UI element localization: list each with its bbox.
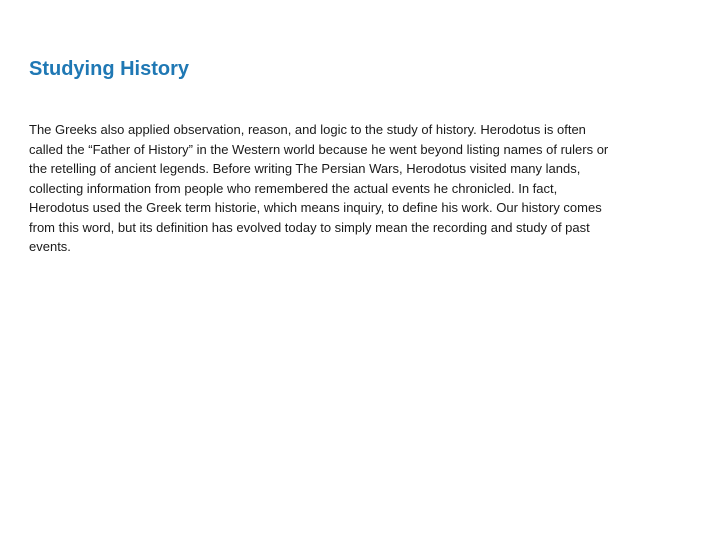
slide-title: Studying History bbox=[29, 58, 190, 80]
slide-body-text: The Greeks also applied observation, reason, and logic to the study of history. Herodotus is often called the “Father of History” in the Western world because he went beyond listing names of rulers or the retelling of ancient legends. Before writing The Persian Wars, Herodotus visited many lands, collecting information from people who remembered the actual events he chronicled. In fact, Herodotus used the Greek term historie, which means inquiry, to define his work. Our history comes from this word, but its definition has evolved today to simply mean the recording and study of past events. bbox=[29, 122, 609, 254]
